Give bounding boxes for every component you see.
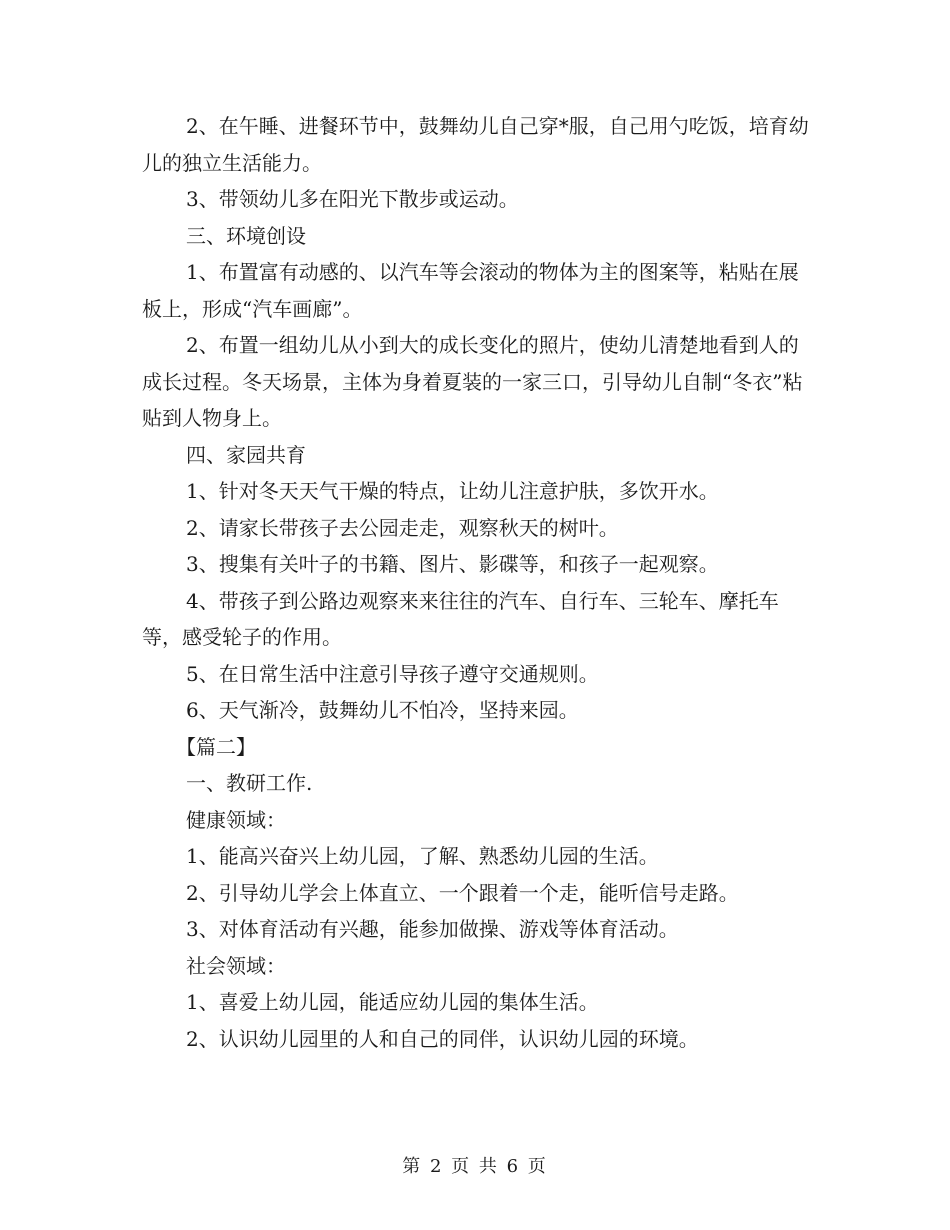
paragraph: 1、布置富有动感的、以汽车等会滚动的物体为主的图案等，粘贴在展板上，形成“汽车画廊”。 [142,260,799,321]
paragraph: 5、在日常生活中注意引导孩子遵守交通规则。 [186,661,599,686]
paragraph: 1、针对冬天天气干燥的特点，让幼儿注意护肤，多饮开水。 [186,479,719,503]
section-heading: 三、环境创设 [186,223,306,248]
document-body [142,108,810,1057]
subsection-heading: 社会领域： [186,953,286,978]
paragraph: 1、能高兴奋兴上幼儿园，了解、熟悉幼儿园的生活。 [186,844,659,868]
page-footer: 第 2 页 共 6 页 [402,1156,548,1177]
section-heading: 四、家园共育 [186,442,306,467]
paragraph: 3、搜集有关叶子的书籍、图片、影碟等，和孩子一起观察。 [186,552,719,576]
section-heading: 一、教研工作. [186,771,313,795]
paragraph: 1、喜爱上幼儿园，能适应幼儿园的集体生活。 [186,990,599,1014]
paragraph: 4、带孩子到公路边观察来来往往的汽车、自行车、三轮车、摩托车等，感受轮子的作用。 [142,588,779,649]
paragraph: 2、请家长带孩子去公园走走，观察秋天的树叶。 [186,515,619,540]
paragraph: 2、布置一组幼儿从小到大的成长变化的照片，使幼儿清楚地看到人的成长过程。冬天场景，主体为身着夏装的一家三口，引导幼儿自制“冬衣”粘贴到人物身上。 [142,333,803,430]
paragraph: 3、带领幼儿多在阳光下散步或运动。 [186,187,519,211]
subsection-heading: 健康领域： [186,807,286,832]
paragraph: 3、对体育活动有兴趣，能参加做操、游戏等体育活动。 [186,917,679,941]
paragraph: 2、在午睡、进餐环节中，鼓舞幼儿自己穿*服，自己用勺吃饭，培育幼儿的独立生活能力。 [142,114,809,175]
paragraph: 2、引导幼儿学会上体直立、一个跟着一个走，能听信号走路。 [186,880,739,905]
paragraph: 6、天气渐冷，鼓舞幼儿不怕冷，坚持来园。 [186,698,579,722]
paragraph: 2、认识幼儿园里的人和自己的同伴，认识幼儿园的环境。 [186,1026,699,1051]
chapter-heading: 【篇二】 [176,734,256,759]
